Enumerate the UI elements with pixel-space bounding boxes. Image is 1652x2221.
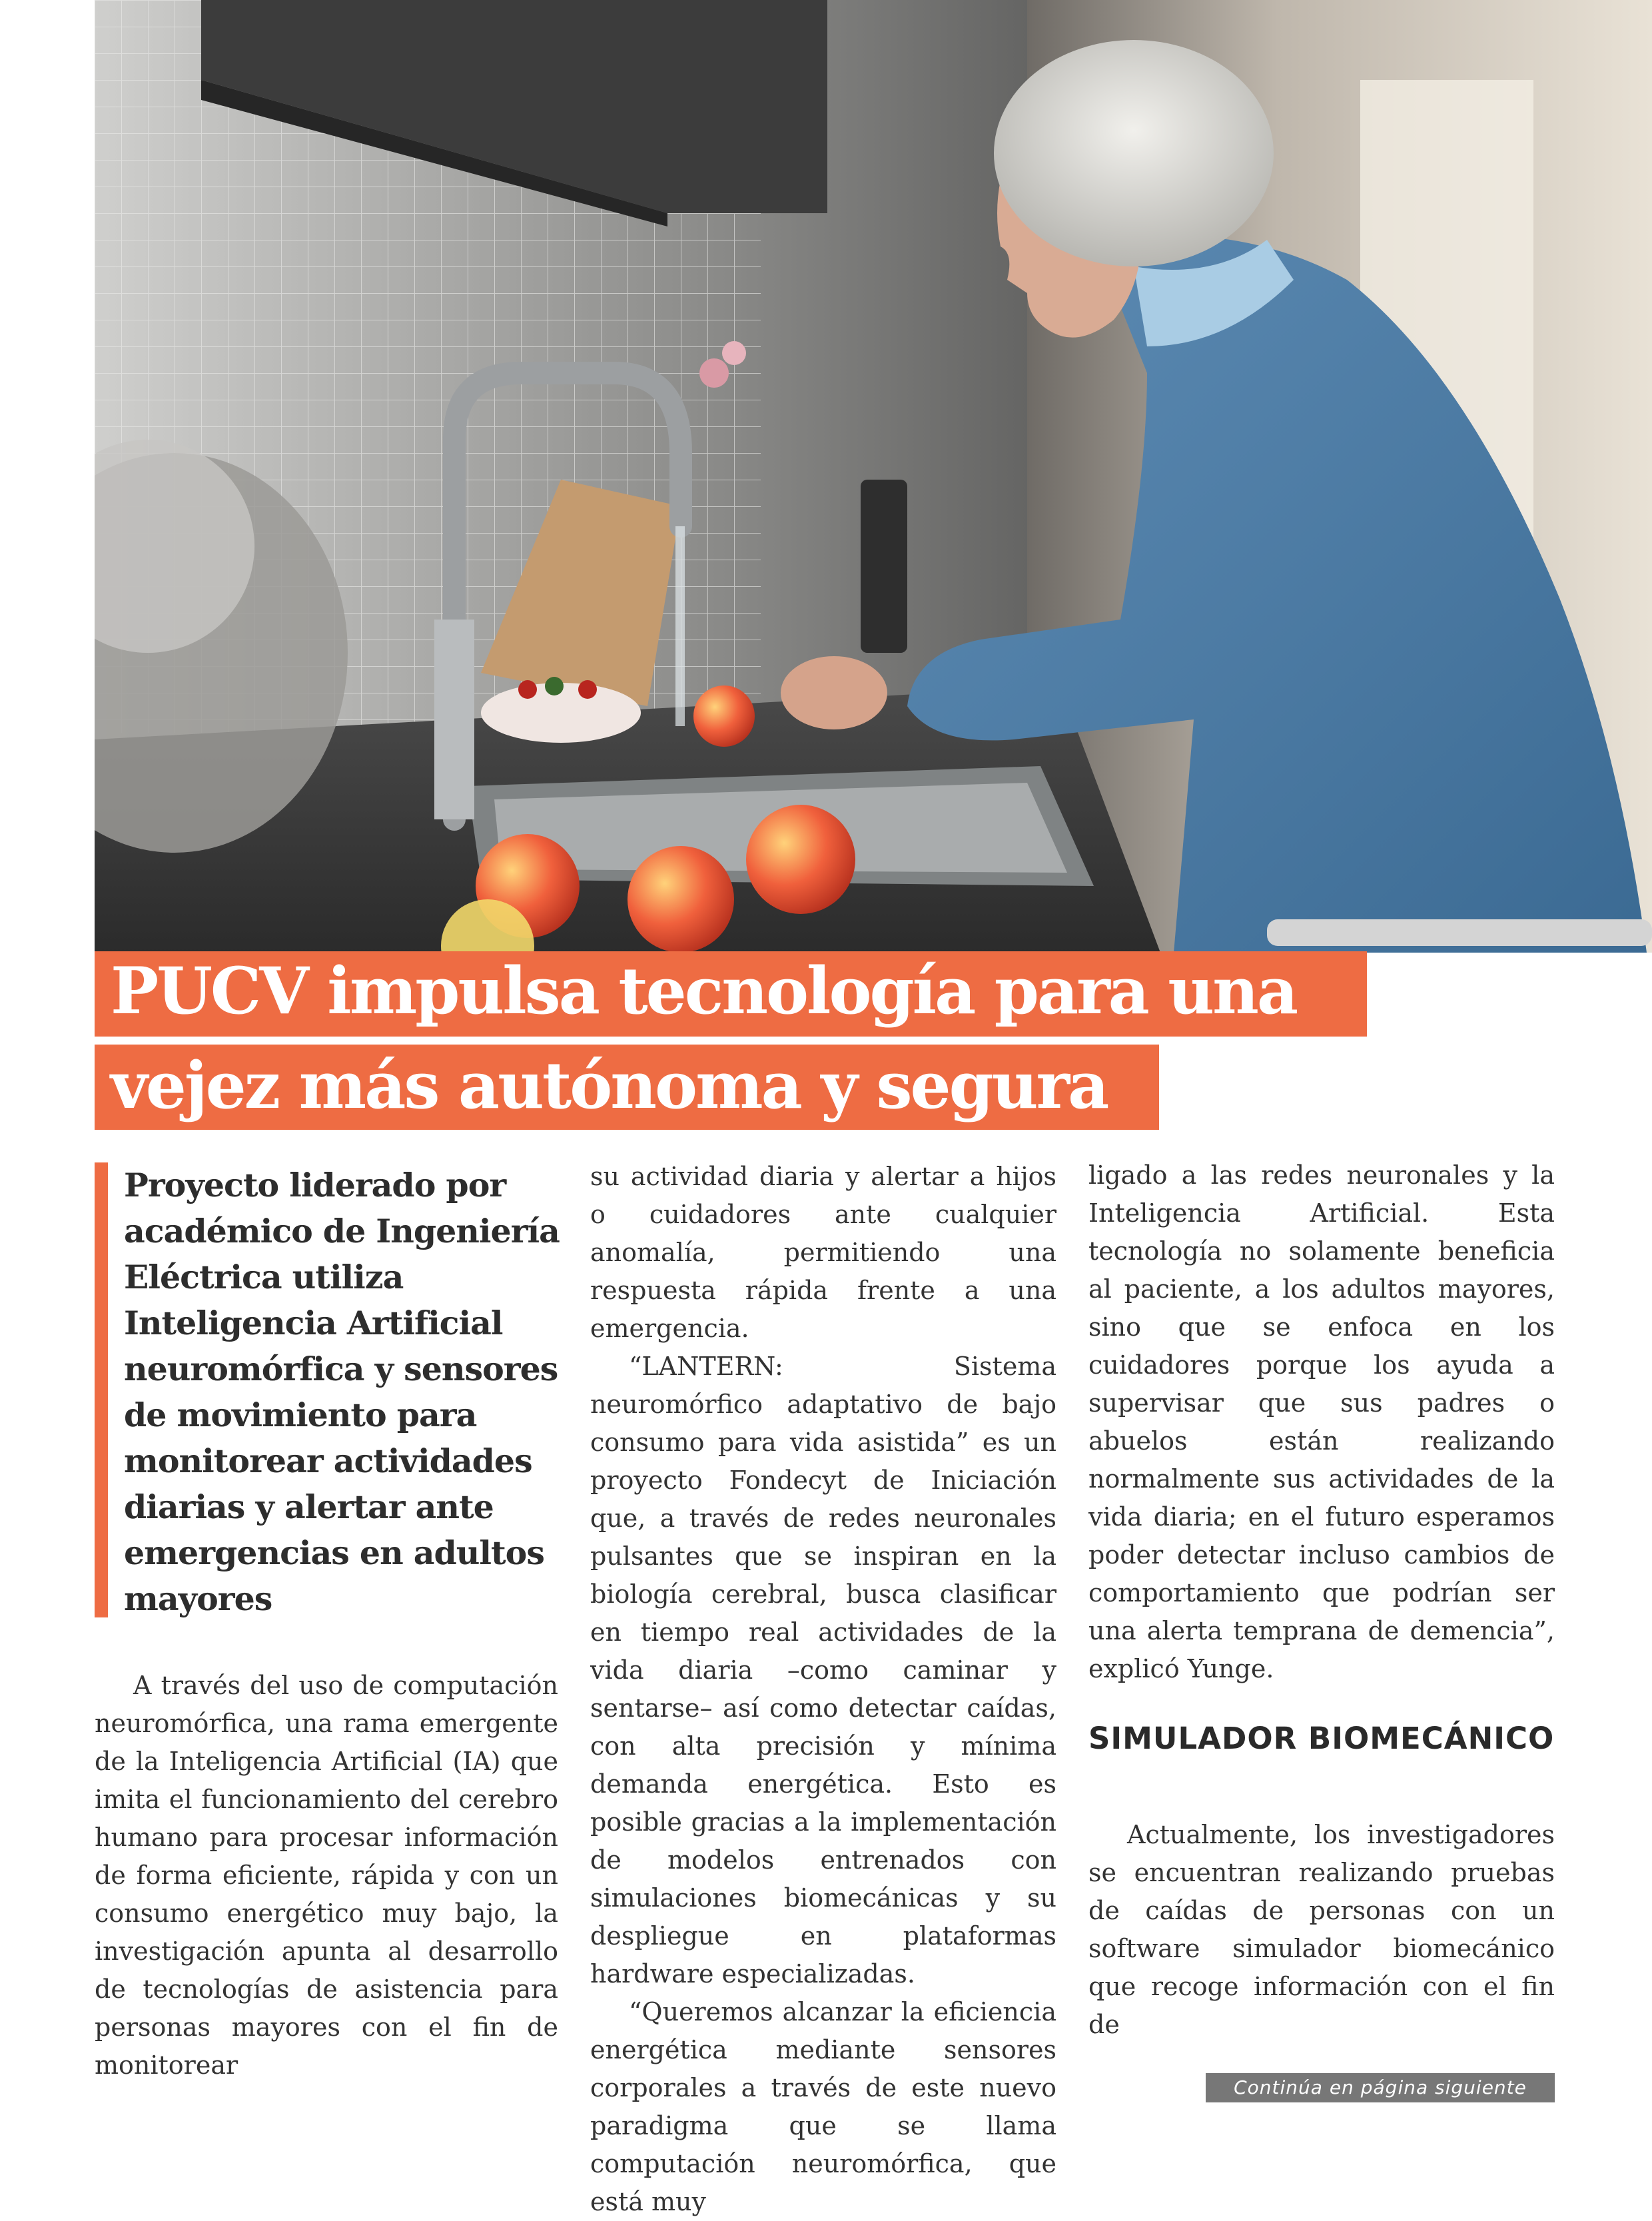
headline-line-1: PUCV impulsa tecnología para una [111, 953, 1297, 1029]
body-paragraph-3-continued: ligado a las redes neuronales y la Inteligencia Artificial. Esta tecnología no solamente beneficia al paciente, a los adultos mayores, sino que se enfoca en los cuidadores porque los ayuda a supervisar que sus padres o abuelos están realizando normalmente sus actividades de la vida diaria; en el futuro esperamos poder detectar incluso cambios de comportamiento que podrían ser una alerta temprana de demencia”, explicó Yunge. [1088, 1160, 1555, 1683]
body-column-2 [590, 1158, 1056, 2221]
body-paragraph-1: A través del uso de computación neuromórfica, una rama emergente de la Inteligencia Artificial (IA) que imita el funcionamiento del cerebro humano para procesar información de forma eficiente, rápida y con un consumo energético muy bajo, la investigación apunta al desarrollo de tecnologías de asistencia para personas mayores con el fin de monitorear [95, 1671, 558, 2080]
body-paragraph-4: Actualmente, los investigadores se encuentran realizando pruebas de caídas de personas con un software simulador biomecánico que recoge información con el fin de [1088, 1820, 1555, 2039]
body-paragraph-2: “LANTERN: Sistema neuromórfico adaptativo de bajo consumo para vida asistida” es un proyecto Fondecyt de Iniciación que, a través de redes neuronales pulsantes que se inspiran en la biología cerebral, busca clasificar en tiempo real actividades de la vida diaria –como caminar y sentarse– así como detectar caídas, con alta precisión y mínima demanda energética. Esto es posible gracias a la implementación de modelos entrenados con simulaciones biomecánicas y su despliegue en plataformas hardware especializadas. [590, 1352, 1056, 1989]
lead-accent-bar [95, 1162, 108, 1617]
continue-next-page-label: Continúa en página siguiente [1206, 2073, 1555, 2102]
section-subhead: SIMULADOR BIOMECÁNICO [1088, 1721, 1555, 1756]
body-paragraph-1-continued: su actividad diaria y alertar a hijos o cuidadores ante cualquier anomalía, permitiendo una respuesta rápida frente a una emergencia. [590, 1162, 1056, 1343]
body-column-1 [95, 1667, 558, 2084]
body-paragraph-3: “Queremos alcanzar la eficiencia energética mediante sensores corporales a través de este nuevo paradigma que se llama computación neuromórfica, que está muy [590, 1997, 1056, 2216]
lead-paragraph: Proyecto liderado por académico de Ingeniería Eléctrica utiliza Inteligencia Artificial neuromórfica y sensores de movimiento para monitorear actividades diarias y alertar ante emergencias en adultos mayores [124, 1166, 560, 1618]
hero-photo [95, 0, 1652, 953]
headline-line-2: vejez más autónoma y segura [111, 1048, 1108, 1123]
body-column-3 [1088, 1156, 1555, 2044]
